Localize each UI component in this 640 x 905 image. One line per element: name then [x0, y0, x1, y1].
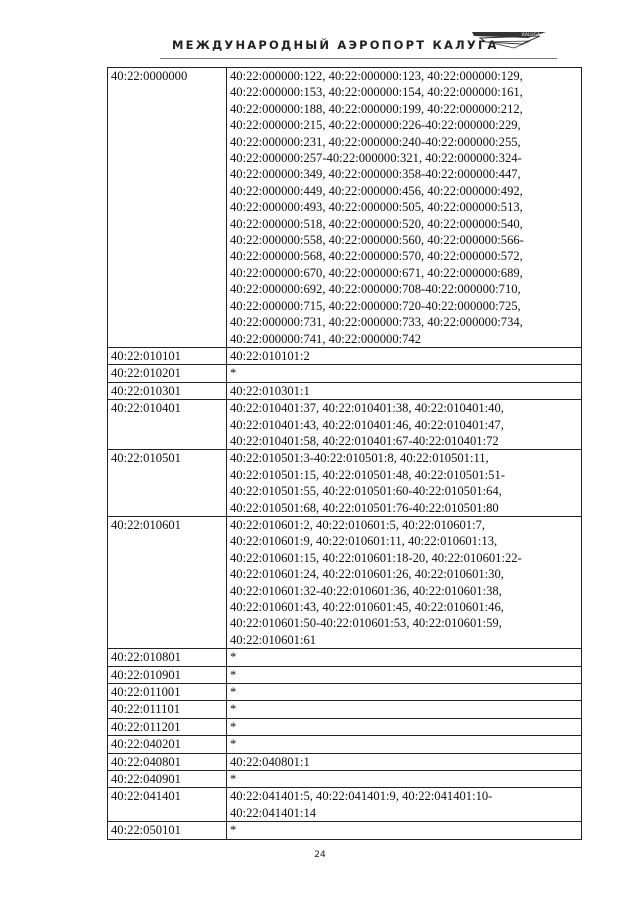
parcel-line: 40:22:010601:43, 40:22:010601:45, 40:22:010601:46, [230, 600, 504, 614]
parcel-line: 40:22:010101:2 [230, 348, 310, 363]
cadastral-parcels-cell [227, 718, 582, 735]
parcels-table-body [108, 68, 582, 840]
parcel-line: 40:22:041401:5, 40:22:041401:9, 40:22:041401:10- [230, 789, 493, 804]
cadastral-quarter-cell: 40:22:010301 [108, 382, 227, 399]
parcels-table [107, 67, 582, 840]
cadastral-parcels-cell [227, 382, 582, 399]
parcel-line: 40:22:000000:741, 40:22:000000:742 [230, 331, 422, 346]
cadastral-quarter-cell: 40:22:010501 [108, 450, 227, 517]
cadastral-parcels-cell [227, 701, 582, 718]
cadastral-quarter-cell: 40:22:0000000 [108, 68, 227, 348]
table-row [108, 684, 582, 701]
cadastral-quarter-cell: 40:22:041401 [108, 788, 227, 822]
table-row [108, 771, 582, 788]
cadastral-parcels-cell [227, 771, 582, 788]
logo-text: KALUGA [522, 33, 541, 38]
parcel-line: 40:22:000000:731, 40:22:000000:733, 40:22:000000:734, [230, 315, 523, 330]
parcel-line: 40:22:010601:61 [230, 632, 317, 647]
table-row [108, 400, 582, 450]
table-row [108, 753, 582, 770]
parcel-line: 40:22:000000:153, 40:22:000000:154, 40:22:000000:161, [230, 85, 523, 100]
cadastral-quarter-cell: 40:22:010101 [108, 347, 227, 364]
parcel-line: 40:22:010401:37, 40:22:010401:38, 40:22:010401:40, [230, 401, 504, 416]
parcel-line: 40:22:010601:32-40:22:010601:36, 40:22:010601:38, [230, 583, 502, 598]
cadastral-quarter-cell: 40:22:011101 [108, 701, 227, 718]
cadastral-parcels-cell [227, 400, 582, 450]
table-row [108, 736, 582, 753]
cadastral-quarter-cell: 40:22:010201 [108, 365, 227, 382]
cadastral-parcels-cell [227, 684, 582, 701]
parcel-line: 40:22:000000:257-40:22:000000:321, 40:22:000000:324- [230, 151, 522, 166]
parcel-line: 40:22:010601:15, 40:22:010601:18-20, 40:22:010601:22- [230, 550, 522, 565]
parcel-line: 40:22:000000:449, 40:22:000000:456, 40:22:000000:492, [230, 183, 523, 198]
cadastral-quarter-cell: 40:22:010401 [108, 400, 227, 450]
table-row [108, 718, 582, 735]
parcel-line: 40:22:000000:568, 40:22:000000:570, 40:22:000000:572, [230, 249, 523, 264]
parcel-line: * [230, 719, 237, 734]
parcel-line: 40:22:000000:692, 40:22:000000:708-40:22:000000:710, [230, 282, 521, 297]
parcel-line: 40:22:010501:55, 40:22:010501:60-40:22:010501:64, [230, 484, 502, 499]
cadastral-quarter-cell: 40:22:040801 [108, 753, 227, 770]
cadastral-quarter-cell: 40:22:010601 [108, 516, 227, 648]
cadastral-quarter-cell: 40:22:040201 [108, 736, 227, 753]
parcel-line: 40:22:010401:43, 40:22:010401:46, 40:22:010401:47, [230, 417, 504, 432]
parcel-line: 40:22:010601:9, 40:22:010601:11, 40:22:010601:13, [230, 534, 498, 549]
parcel-line: 40:22:000000:122, 40:22:000000:123, 40:22:000000:129, [230, 69, 523, 83]
parcel-line: * [230, 823, 237, 838]
cadastral-quarter-cell: 40:22:050101 [108, 822, 227, 839]
parcel-line: 40:22:000000:493, 40:22:000000:505, 40:22:000000:513, [230, 200, 523, 215]
parcel-line: 40:22:010501:68, 40:22:010501:76-40:22:010501:80 [230, 500, 499, 515]
cadastral-parcels-cell [227, 450, 582, 517]
parcel-line: 40:22:000000:188, 40:22:000000:199, 40:22:000000:212, [230, 101, 523, 116]
table-row [108, 516, 582, 648]
cadastral-parcels-cell [227, 365, 582, 382]
parcel-line: * [230, 650, 237, 665]
cadastral-quarter-cell: 40:22:010901 [108, 666, 227, 683]
header-title: МЕЖДУНАРОДНЫЙ АЭРОПОРТ КАЛУГА [172, 38, 499, 52]
parcel-line: 40:22:010501:15, 40:22:010501:48, 40:22:010501:51- [230, 467, 505, 482]
cadastral-parcels-cell [227, 516, 582, 648]
table-row [108, 666, 582, 683]
cadastral-parcels-cell [227, 649, 582, 666]
parcel-line: 40:22:041401:14 [230, 805, 317, 820]
parcel-line: * [230, 366, 237, 381]
cadastral-quarter-cell: 40:22:040901 [108, 771, 227, 788]
parcel-line: 40:22:000000:558, 40:22:000000:560, 40:22:000000:566- [230, 233, 524, 248]
cadastral-quarter-cell: 40:22:011201 [108, 718, 227, 735]
cadastral-parcels-cell [227, 666, 582, 683]
parcel-line: 40:22:000000:518, 40:22:000000:520, 40:22:000000:540, [230, 216, 523, 231]
cadastral-parcels-cell [227, 736, 582, 753]
table-row [108, 382, 582, 399]
cadastral-parcels-cell [227, 822, 582, 839]
parcel-line: * [230, 667, 237, 682]
parcel-line: 40:22:000000:215, 40:22:000000:226-40:22:000000:229, [230, 118, 521, 133]
header-divider [160, 58, 557, 59]
parcel-line: 40:22:010601:24, 40:22:010601:26, 40:22:010601:30, [230, 567, 504, 582]
airport-logo [470, 28, 548, 50]
table-row [108, 788, 582, 822]
parcel-line: * [230, 772, 237, 787]
parcel-line: 40:22:010601:50-40:22:010601:53, 40:22:010601:59, [230, 616, 502, 631]
table-row [108, 649, 582, 666]
parcel-line: * [230, 685, 237, 700]
parcel-line: 40:22:000000:349, 40:22:000000:358-40:22:000000:447, [230, 167, 521, 182]
parcel-line: 40:22:010301:1 [230, 383, 310, 398]
table-row [108, 365, 582, 382]
table-row [108, 347, 582, 364]
parcel-line: * [230, 702, 237, 717]
table-row [108, 701, 582, 718]
table-row [108, 450, 582, 517]
page-number: 24 [314, 850, 326, 860]
parcel-line: 40:22:040801:1 [230, 754, 310, 769]
parcel-line: 40:22:000000:715, 40:22:000000:720-40:22:000000:725, [230, 298, 521, 313]
cadastral-parcels-cell [227, 753, 582, 770]
cadastral-parcels-cell [227, 68, 582, 348]
parcel-line: 40:22:000000:231, 40:22:000000:240-40:22:000000:255, [230, 134, 521, 149]
cadastral-quarter-cell: 40:22:011001 [108, 684, 227, 701]
parcel-line: 40:22:010501:3-40:22:010501:8, 40:22:010501:11, [230, 451, 489, 466]
table-row [108, 68, 582, 348]
parcel-line: 40:22:010601:2, 40:22:010601:5, 40:22:010601:7, [230, 517, 486, 532]
cadastral-parcels-cell [227, 347, 582, 364]
cadastral-parcels-cell [227, 788, 582, 822]
parcel-line: 40:22:010401:58, 40:22:010401:67-40:22:010401:72 [230, 433, 499, 448]
cadastral-quarter-cell: 40:22:010801 [108, 649, 227, 666]
parcel-line: * [230, 737, 237, 752]
table-row [108, 822, 582, 839]
parcel-line: 40:22:000000:670, 40:22:000000:671, 40:22:000000:689, [230, 265, 523, 280]
